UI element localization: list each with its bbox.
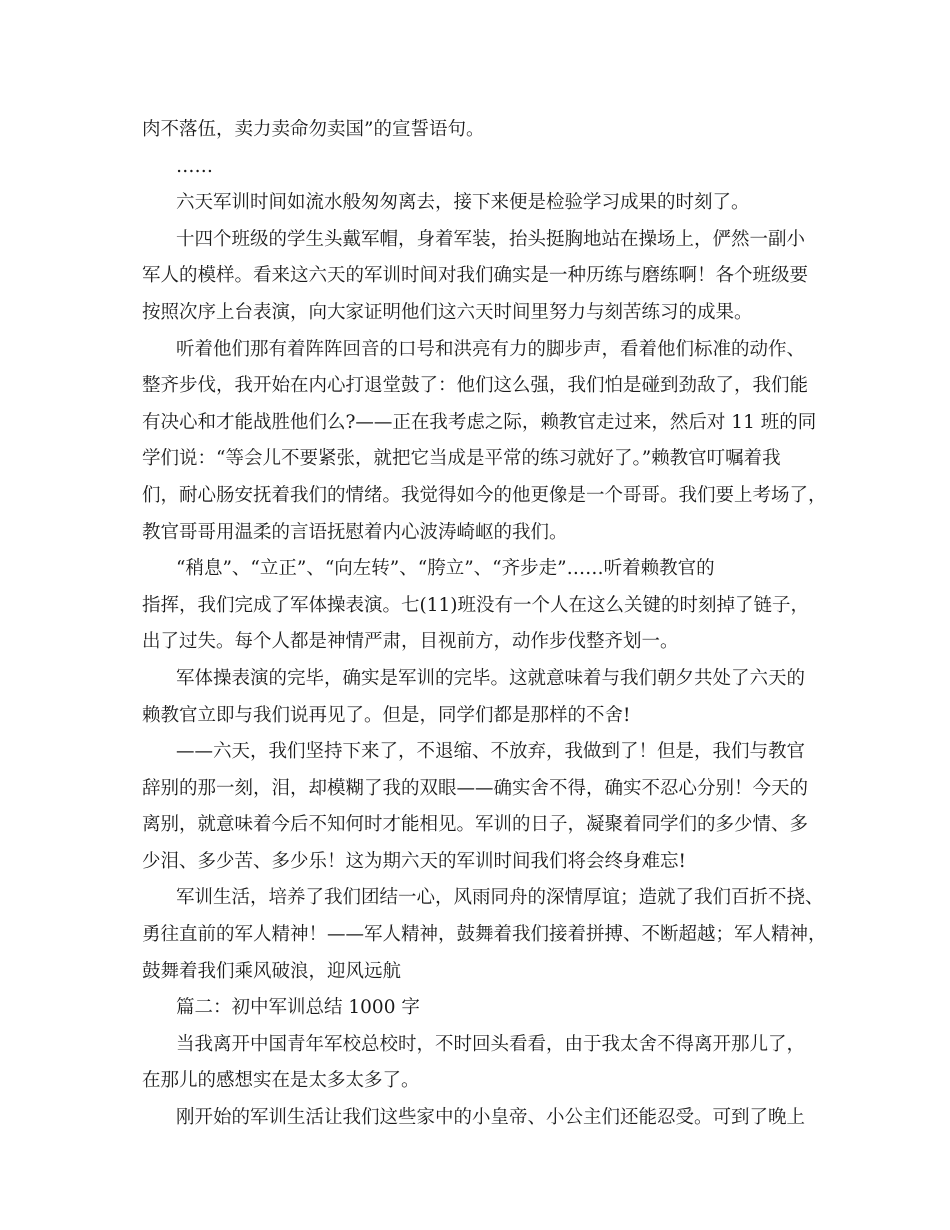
text-line: 勇往直前的军人精神！——军人精神，鼓舞着我们接着拼搏、不断超越；军人精神， — [142, 924, 827, 946]
text-line: 离别，就意味着今后不知何时才能相见。军训的日子，凝聚着同学们的多少情、多 — [142, 814, 809, 836]
text-line: 篇二：初中军训总结 1000 字 — [176, 997, 420, 1019]
text-line: 赖教官立即与我们说再见了。但是，同学们都是那样的不舍! — [142, 704, 631, 726]
text-line: 按照次序上台表演，向大家证明他们这六天时间里努力与刻苦练习的成果。 — [142, 301, 753, 323]
text-line: 刚开始的军训生活让我们这些家中的小皇帝、小公主们还能忍受。可到了晚上 — [176, 1107, 806, 1129]
text-line: 军体操表演的完毕，确实是军训的完毕。这就意味着与我们朝夕共处了六天的 — [176, 667, 806, 689]
text-line: “稍息”、“立正”、“向左转”、“胯立”、“齐步走”……听着赖教官的 — [176, 558, 715, 580]
document-body — [142, 112, 842, 1137]
text-line: 军训生活，培养了我们团结一心，风雨同舟的深情厚谊；造就了我们百折不挠、 — [176, 887, 824, 909]
text-line: 当我离开中国青年军校总校时，不时回头看看，由于我太舍不得离开那儿了， — [176, 1033, 806, 1055]
text-line: 出了过失。每个人都是神情严肃，目视前方，动作步伐整齐划一。 — [142, 631, 679, 653]
text-line: 听着他们那有着阵阵回音的口号和洪亮有力的脚步声，看着他们标准的动作、 — [176, 338, 806, 360]
text-line: 肉不落伍，卖力卖命勿卖国”的宣誓语句。 — [142, 119, 485, 140]
text-line: 学们说：“等会儿不要紧张，就把它当成是平常的练习就好了。”赖教官叮嘱着我 — [142, 448, 781, 470]
text-line: 有决心和才能战胜他们么?——正在我考虑之际，赖教官走过来，然后对 11 班的同 — [142, 411, 817, 433]
text-line: 们，耐心肠安抚着我们的情绪。我觉得如今的他更像是一个哥哥。我们要上考场了， — [142, 484, 827, 506]
text-line: 十四个班级的学生头戴军帽，身着军装，抬头挺胸地站在操场上，俨然一副小 — [176, 228, 806, 250]
text-line: 指挥，我们完成了军体操表演。七(11)班没有一个人在这么关键的时刻掉了链子， — [142, 594, 809, 616]
text-line: 鼓舞着我们乘风破浪，迎风远航 — [142, 960, 402, 982]
text-line: …… — [176, 155, 213, 177]
text-line: 辞别的那一刻，泪，却模糊了我的双眼——确实舍不得，确实不忍心分别！今天的 — [142, 777, 809, 799]
text-line: 在那儿的感想实在是太多太多了。 — [142, 1070, 420, 1092]
text-line: 少泪、多少苦、多少乐！这为期六天的军训时间我们将会终身难忘! — [142, 850, 686, 872]
text-line: 教官哥哥用温柔的言语抚慰着内心波涛崎岖的我们。 — [142, 521, 568, 543]
text-line: ——六天，我们坚持下来了，不退缩、不放弃，我做到了！但是，我们与教官 — [176, 741, 806, 763]
text-line: 整齐步伐，我开始在内心打退堂鼓了：他们这么强，我们怕是碰到劲敌了，我们能 — [142, 375, 809, 397]
text-line: 六天军训时间如流水般匆匆离去，接下来便是检验学习成果的时刻了。 — [176, 192, 750, 214]
text-line: 军人的模样。看来这六天的军训时间对我们确实是一种历练与磨练啊！各个班级要 — [142, 265, 809, 287]
